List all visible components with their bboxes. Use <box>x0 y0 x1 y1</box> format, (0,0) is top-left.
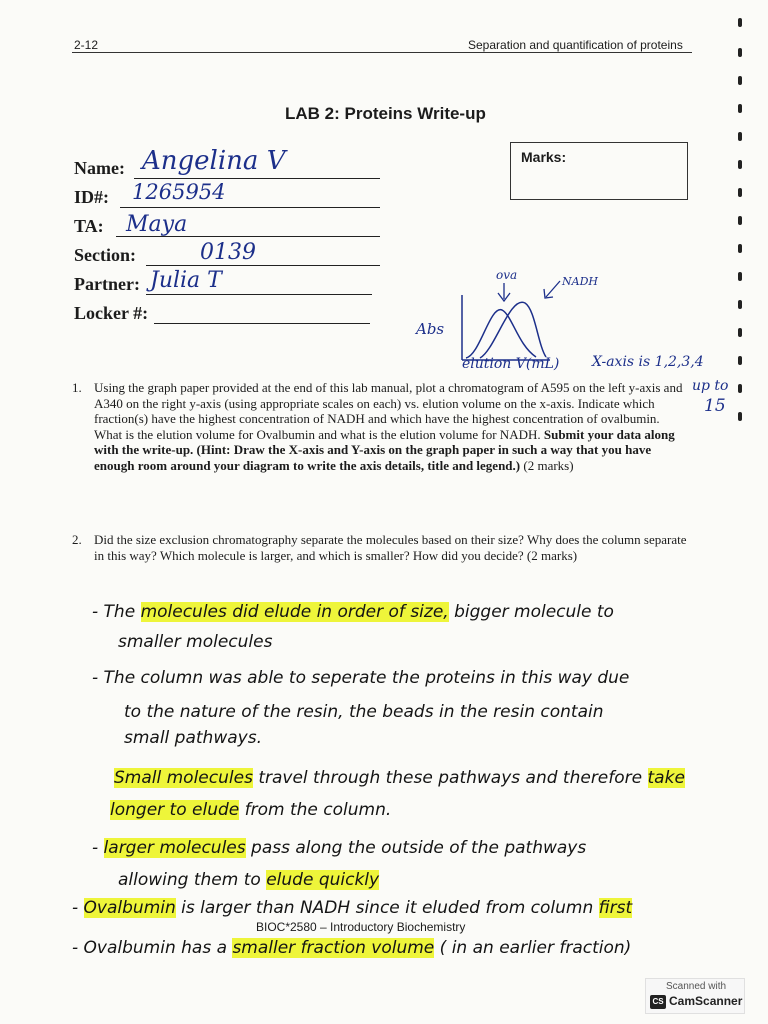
ta-value: Maya <box>126 212 188 237</box>
answer-highlight: elude quickly <box>266 870 380 890</box>
name-label: Name: <box>74 158 125 178</box>
page-number: 2-12 <box>74 38 99 52</box>
answer-text: bigger molecule to <box>454 602 614 622</box>
answer-line-1 <box>92 602 614 622</box>
scanned-with-text: Scanned with <box>666 981 727 992</box>
answer-text: pass along the outside of the pathways <box>251 838 587 858</box>
locker-line <box>154 323 370 324</box>
answer-text: travel through these pathways and therefore <box>258 768 643 788</box>
answer-text: - Ovalbumin has a <box>72 938 228 958</box>
partner-line <box>146 294 372 295</box>
page-title: LAB 2: Proteins Write-up <box>285 104 486 123</box>
sketch-upto-note: up to <box>692 378 729 394</box>
sketch-fifteen-note: 15 <box>704 396 726 416</box>
answer-line-4: to the nature of the resin, the beads in the resin contain <box>124 702 604 722</box>
name-line <box>134 178 380 179</box>
question-1-bold: Submit your data along with the write-up. (Hint: Draw the X-axis and Y-axis on the graph paper in such a way that you have enough room around your diagram to write the axis details, title and legend.) <box>94 426 675 473</box>
answer-highlight: take <box>647 768 685 788</box>
answer-text: - <box>72 898 79 918</box>
id-label: ID#: <box>74 187 109 207</box>
answer-text: - <box>92 838 99 858</box>
sketch-elution-label: elution V(mL) <box>462 356 560 372</box>
question-2-text: Did the size exclusion chromatography separate the molecules based on their size? Why does the column separate in this way? Which molecule is larger, and which is smaller? How did you decide? (2 marks) <box>94 532 687 563</box>
name-value: Angelina V <box>142 146 286 176</box>
header-rule <box>72 52 692 53</box>
marks-box <box>510 142 688 200</box>
camscanner-watermark <box>645 978 745 1014</box>
sketch-ova-label: ova <box>496 268 518 282</box>
camscanner-name: CamScanner <box>669 994 743 1008</box>
answer-highlight: Small molecules <box>114 768 253 788</box>
partner-label: Partner: <box>74 274 140 294</box>
question-1-text <box>94 380 690 473</box>
answer-highlight: larger molecules <box>103 838 246 858</box>
answer-highlight: molecules did elude in order of size, <box>140 602 449 622</box>
answer-text: ( in an earlier fraction) <box>439 938 632 958</box>
answer-highlight: smaller fraction volume <box>232 938 435 958</box>
section-line <box>146 265 380 266</box>
answer-line-3: - The column was able to seperate the proteins in this way due <box>92 668 630 688</box>
id-line <box>120 207 380 208</box>
sketch-abs-label: Abs <box>416 320 445 338</box>
question-1-marks: (2 marks) <box>523 457 574 473</box>
answer-line-6 <box>114 768 685 788</box>
running-title: Separation and quantification of proteins <box>468 38 683 52</box>
question-1-number: 1. <box>72 380 82 395</box>
section-value: 0139 <box>200 240 256 265</box>
answer-text: - The <box>92 602 136 622</box>
answer-line-7 <box>110 800 391 820</box>
marks-label: Marks: <box>521 149 567 165</box>
page-footer: BIOC*2580 – Introductory Biochemistry <box>256 920 466 934</box>
answer-highlight: longer to elude <box>110 800 240 820</box>
answer-highlight: Ovalbumin <box>83 898 176 918</box>
answer-line-10 <box>72 898 632 918</box>
partner-value: Julia T <box>150 268 222 293</box>
answer-text: from the column. <box>244 800 392 820</box>
camscanner-logo-icon: CS <box>650 995 666 1009</box>
question-1-body: Using the graph paper provided at the end of this lab manual, plot a chromatogram of A595 on the left y-axis and A340 on the right y-axis (using appropriate scales on each) vs. elution volume on the x-axis. Indicate which fraction(s) have the highest concentration of NADH and which have the highest concentration of ovalbumin. What is the elution volume for Ovalbumin and what is the elution volume for NADH. <box>94 380 683 442</box>
ta-label: TA: <box>74 216 104 236</box>
answer-line-11 <box>72 938 631 958</box>
answer-line-2: smaller molecules <box>118 632 273 652</box>
sketch-xaxis-note: X-axis is 1,2,3,4 <box>592 354 704 370</box>
locker-label: Locker #: <box>74 303 149 323</box>
section-label: Section: <box>74 245 136 265</box>
sketch-nadh-label: NADH <box>562 275 598 288</box>
answer-highlight: first <box>598 898 633 918</box>
answer-line-5: small pathways. <box>124 728 262 748</box>
id-value: 1265954 <box>132 180 226 204</box>
answer-text: allowing them to <box>118 870 261 890</box>
answer-text: is larger than NADH since it eluded from column <box>181 898 594 918</box>
answer-line-9 <box>118 870 379 890</box>
answer-line-8 <box>92 838 586 858</box>
question-2-number: 2. <box>72 532 82 547</box>
